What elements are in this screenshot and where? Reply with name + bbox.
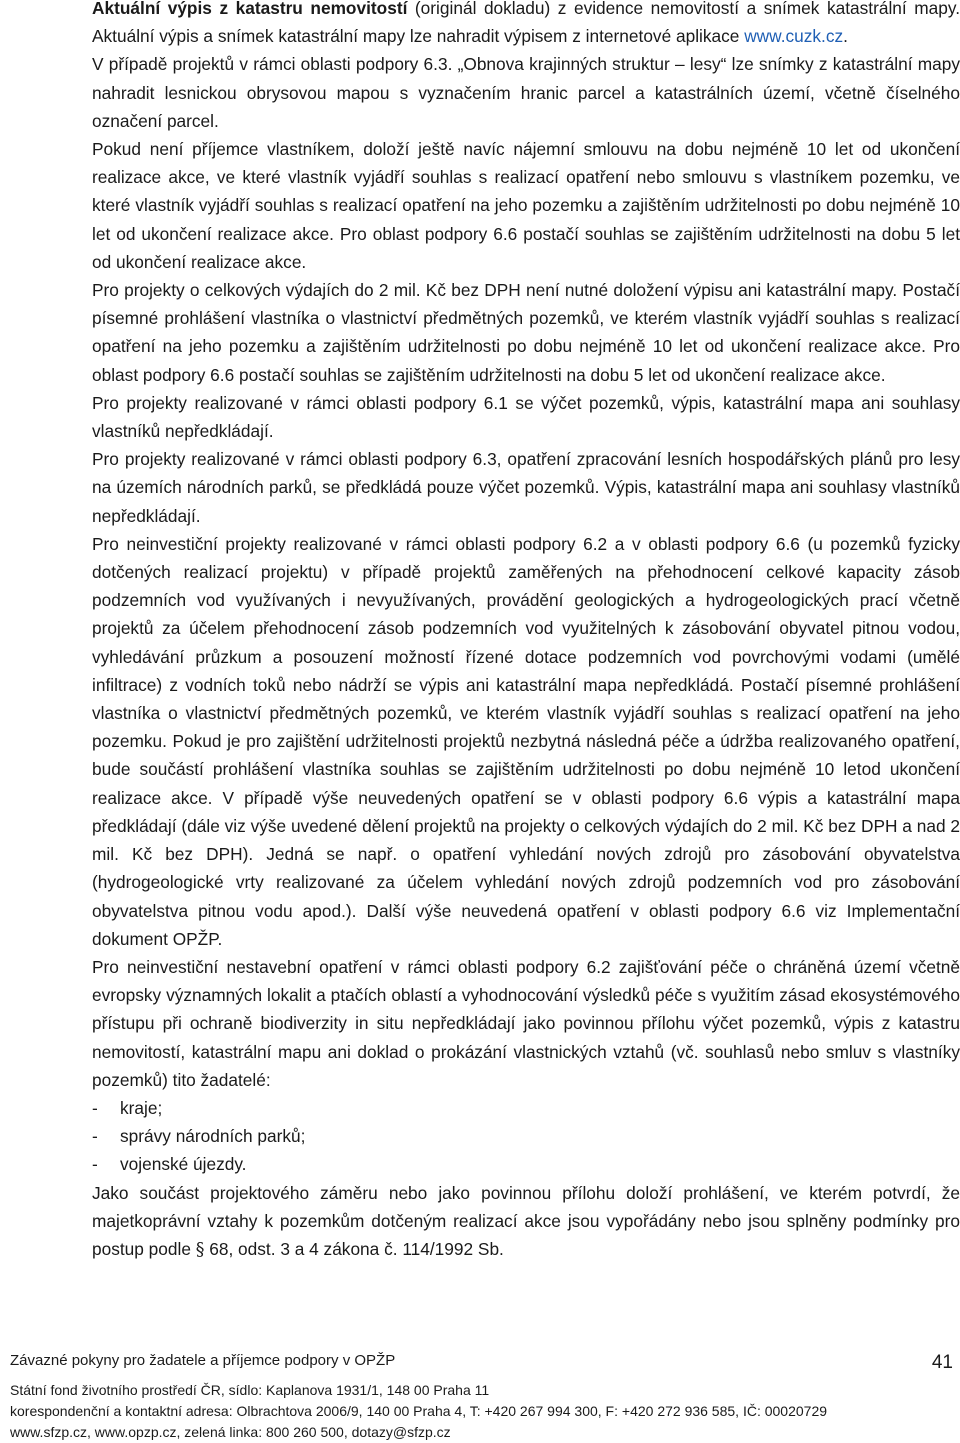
paragraph-non-construction-6-2: Pro neinvestiční nestavební opatření v rámci oblasti podpory 6.2 zajišťování péče o chráněná území včetně evropsky významných lokalit a ptačích oblastí a vyhodnocování výsledků péče s využitím zásad ekosystémového přístupu při ochraně biodiverzity in situ nepředkládají jako povinnou přílohu výčet pozemků, výpis z katastru nemovitostí, katastrální mapu ani doklad o prokázání vlastnických vztahů (vč. souhlasů nebo smluv s vlastníky pozemků) tito žadatelé: [92, 956, 960, 1090]
list-item: - vojenské újezdy. [92, 1150, 960, 1178]
paragraph-cadastre [92, 0, 960, 50]
footer-links: www.sfzp.cz, www.opzp.cz, zelená linka: 800 260 500, dotazy@sfzp.cz [10, 1424, 451, 1440]
cuzk-link[interactable]: www.cuzk.cz [744, 26, 844, 47]
page-number: 41 [931, 1352, 953, 1373]
declaration-law-reference: 68, odst. 3 a 4 zákona č. 114/1992 Sb. [204, 1238, 504, 1259]
declaration-text: Jako součást projektového záměru nebo jako povinnou přílohu doloží prohlášení, ve kterém potvrdí, že majetkoprávní vztahy k pozemkům dotčeným realizací akce jsou vypořádány nebo jsou splněny podmínky pro postup podle [92, 1182, 960, 1259]
paragraph-forest-maps: V případě projektů v rámci oblasti podpory 6.3. „Obnova krajinných struktur – lesy“ lze snímky z katastrální mapy nahradit lesnickou obrysovou mapou s vyznačením hranic parcel a katastrálních území, včetně číselného označení parcel. [92, 54, 960, 131]
footer-document-title: Závazné pokyny pro žadatele a příjemce podpory v OPŽP [10, 1352, 396, 1369]
footer-contact [10, 1380, 827, 1443]
list-item: - správy národních parků; [92, 1122, 960, 1150]
footer-correspondence: korespondenční a kontaktní adresa: Olbrachtova 2006/9, 140 00 Praha 4, T: +420 267 994 300, F: +420 272 936 585, IČ: 00020729 [10, 1403, 828, 1419]
paragraph-area-6-3: Pro projekty realizované v rámci oblasti podpory 6.3, opatření zpracování lesních hospodářských plánů pro lesy na územích národních parků, se předkládá pouze výčet pozemků. Výpis, katastrální mapa ani souhlasy vlastníků nepředkládají. [92, 449, 960, 526]
footer-address: Státní fond životního prostředí ČR, sídlo: Kaplanova 1931/1, 148 00 Praha 11 [10, 1382, 490, 1398]
paragraph-small-projects: Pro projekty o celkových výdajích do 2 mil. Kč bez DPH není nutné doložení výpisu ani katastrální mapy. Postačí písemné prohlášení vlastníka o vlastnictví předmětných pozemků, ve kterém vlastník vyjádří souhlas s realizací opatření na jeho pozemku a zajištěním udržitelnosti po dobu nejméně 10 let od ukončení realizace akce. Pro oblast podpory 6.6 postačí souhlas se zajištěním udržitelnosti na dobu 5 let od ukončení realizace akce. [92, 280, 960, 385]
cadastre-heading: Aktuální výpis z katastru nemovitostí [92, 0, 408, 18]
section-sign-icon: § [195, 1239, 205, 1260]
paragraph-lease: Pokud není příjemce vlastníkem, doloží ještě navíc nájemní smlouvu na dobu nejméně 10 let od ukončení realizace akce, ve které vlastník vyjádří souhlas s realizací opatření nebo smlouvu s vlastníkem pozemku, ve které vlastník vyjádří souhlas s realizací opatření na jeho pozemku a zajištěním udržitelnosti po dobu nejméně 10 let od ukončení realizace akce. Pro oblast podpory 6.6 postačí souhlas se zajištěním udržitelnosti na dobu 5 let od ukončení realizace akce. [92, 139, 960, 272]
paragraph-declaration [92, 1179, 960, 1265]
paragraph-area-6-1: Pro projekty realizované v rámci oblasti podpory 6.1 se výčet pozemků, výpis, katastrální mapa ani souhlasy vlastníků nepředkládají. [92, 392, 960, 442]
applicant-list [92, 1094, 960, 1179]
cadastre-text: (originál dokladu) z evidence nemovitostí a snímek katastrální mapy. Aktuální výpis a snímek katastrální mapy lze nahradit výpisem z internetové aplikace [92, 0, 960, 47]
list-item: - kraje; [92, 1094, 960, 1122]
cadastre-end: . [843, 26, 848, 47]
document-body [92, 0, 960, 1264]
paragraph-non-investment-6-2-6-6: Pro neinvestiční projekty realizované v rámci oblasti podpory 6.2 a v oblasti podpory 6.6 (u pozemků fyzicky dotčených realizací projektu) v případě projektů zaměřených na přehodnocení celkové kapacity zásob podzemních vod využívaných i nevyužívaných, provádění geologických a hydrogeologických prací včetně projektů za účelem přehodnocení zásob podzemních vod využitelných k zásobování obyvatel pitnou vodou, vyhledávání průzkum a posouzení možností řízené dotace podzemních vod povrchovými vodami (umělé infiltrace) z vodních toků nebo nádrží se výpis ani katastrální mapa nepředkládá. Postačí písemné prohlášení vlastníka o vlastnictví předmětných pozemků, ve kterém vlastník vyjádří souhlas s realizací opatření na jeho pozemku. Pokud je pro zajištění udržitelnosti projektů nezbytná následná péče a údržba realizovaného opatření, bude součástí prohlášení vlastníka souhlas se zajištěním udržitelnosti po dobu nejméně 10 letod ukončení realizace akce. V případě výše neuvedených opatření se v oblasti podpory 6.6 výpis a katastrální mapa předkládají (dále viz výše uvedené dělení projektů na projekty o celkových výdajích do 2 mil. Kč bez DPH a nad 2 mil. Kč bez DPH). Jedná se např. o opatření vyhledání nových zdrojů pro zásobování obyvatelstva (hydrogeologické vrty realizované za účelem vyhledání nových zdrojů podzemních vod pro zásobování obyvatelstva pitnou vodu apod.). Další výše neuvedená opatření v oblasti podpory 6.6 viz Implementační dokument OPŽP. [92, 533, 960, 949]
